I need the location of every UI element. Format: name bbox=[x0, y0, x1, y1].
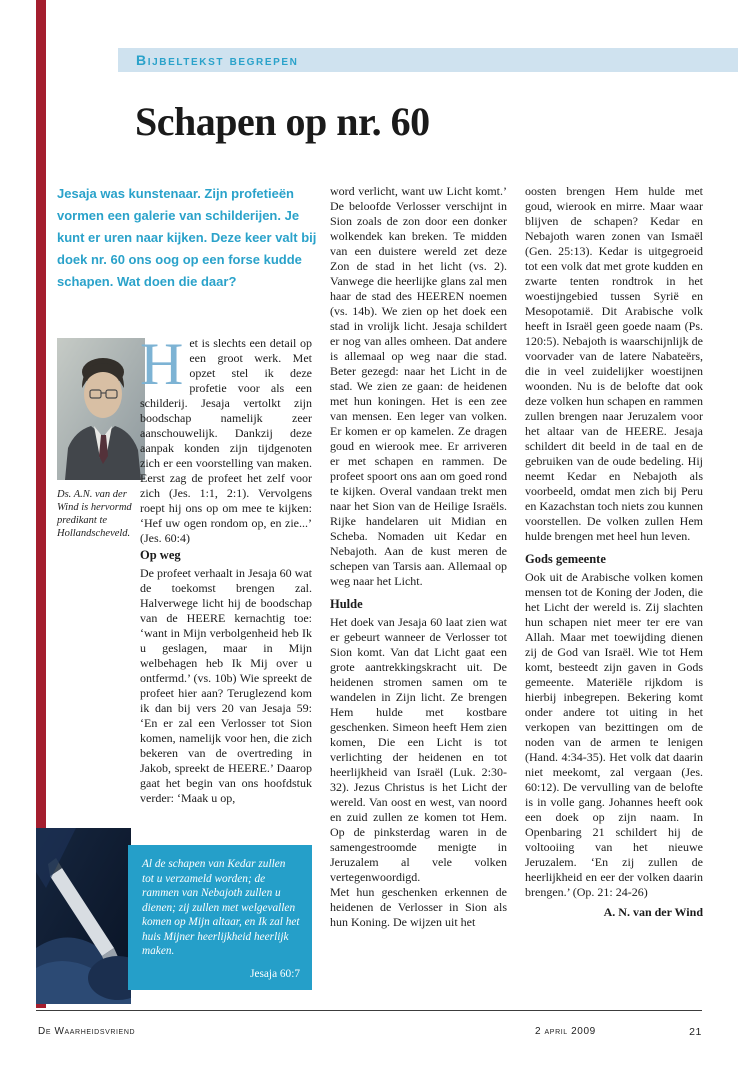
author-signature: A. N. van der Wind bbox=[603, 905, 703, 919]
article-column-3 bbox=[525, 184, 703, 920]
dropcap: H bbox=[140, 331, 184, 397]
pen-photo bbox=[36, 828, 131, 1004]
topic-band-label: Bijbeltekst begrepen bbox=[136, 52, 299, 68]
article-column-1-top bbox=[140, 331, 312, 546]
footer-magazine-name: De Waarheidsvriend bbox=[38, 1026, 136, 1037]
portrait-photo-image bbox=[57, 338, 145, 480]
paragraph: Het doek van Jesaja 60 laat zien wat er gebeurt wanneer de Verlosser tot Sion komt. Van dat Licht gaat een grote aantrekkingskracht uit. De heidenen stromen samen om te wandelen in Zijn licht. Ze brengen Hem hulde met kostbare geschenken. Simeon heeft Hem zien komen, Die een Licht is tot verlichting der heidenen en tot heerlijkheid van Israël (Luk. 2:30-32). Jezus Christus is het Licht der wereld. Van oost en west, van noord en zuid zullen ze komen tot Hem. Op de pinksterdag waren in de samengestroomde menigte in Jeruzalem al vele volken vertegenwoordigd. bbox=[330, 615, 507, 884]
paragraph: Ook uit de Arabische volken komen mensen tot de Koning der Joden, die het Licht der wereld is. Zij slachten hun schapen niet meer ter ere van Allah. Maar met toewijding dienen zij de God van Israël. Wie tot Hem komt, besteedt zijn gaven in Gods gemeente. Materiële rijkdom is hierbij inbegrepen. Bekering komt onder andere tot uiting in het verkopen van bezittingen om de noden van de armen te lenigen (Hand. 4:34-35). Het volk dat daarin niet meekomt, zal vergaan (Jes. 60:12). De vervulling van de belofte is in volle gang. Johannes heeft ook een doek op zijn naam. In Openbaring 21 schildert hij de voltooiing van het nieuwe Jeruzalem. ‘En zij zullen de heerlijkheid en eer der volken daarin brengen.’ (Op. 21: 24-26) bbox=[525, 570, 703, 899]
quote-reference: Jesaja 60:7 bbox=[250, 967, 300, 980]
footer-page-number: 21 bbox=[689, 1026, 702, 1038]
footer bbox=[36, 1026, 702, 1042]
article-column-2 bbox=[330, 184, 507, 930]
paragraph: word verlicht, want uw Licht komt.’ De beloofde Verlosser verschijnt in Sion zoals de zon door een donker wolkendek kan breken. Te midden van een duistere wereld zet deze Zon de stad in het licht (vs. 2). Vanwege die heerlijke glans zal men haar de stad des HEEREN noemen (vs. 14b). We zien op het doek een stad in vrolijk licht. Jesaja schildert er nog van alles omheen. Dat andere is allemaal op weg naar die stad. Beter gezegd: naar het Licht in de stad. We zien ze gaan: de heidenen met hun koningen. Het is een zee van mensen. Een leger van volken. Er komen er op kamelen. Ze dragen goud en wierook mee. Er arriveren er met schapen en rammen. De profeet spoort ons aan om goed rond te kijken. Overal vandaan trekt men naar het Sion van de Heilige Israëls. Rijke handelaren uit Midian en Scheba. Nomaden uit Kedar en Nebajoth. Aan de kust meren de schepen van Tarsis aan. Allemaal op weg naar het Licht. bbox=[330, 184, 507, 588]
section-heading-hulde: Hulde bbox=[330, 597, 363, 611]
section-heading-op-weg: Op weg bbox=[140, 548, 181, 562]
portrait-photo bbox=[57, 338, 145, 480]
footer-rule bbox=[36, 1010, 702, 1011]
opening-paragraph bbox=[140, 331, 312, 546]
quote-box bbox=[128, 845, 312, 990]
article-column-1-bottom bbox=[140, 548, 312, 806]
quote-text: Al de schapen van Kedar zullen tot u verzameld worden; de rammen van Nebajoth zullen u dienen; zij zullen met welgevallen komen op Mijn altaar, en Ik zal het huis Mijner heerlijkheid heerlijk maken. bbox=[142, 858, 300, 957]
paragraph: et is slechts een detail op een groot werk. Met opzet stel ik deze profetie voor als een schilderij. Jesaja vertolkt zijn boodschap namelijk zeer aanschouwelijk. Dankzij deze aanpak konden zijn tijdgenoten zich er een voorstelling van maken. Eerst zag de profeet het zelf voor zich (Jes. 1:1, 2:1). Vervolgens roept hij ons op om mee te kijken: ‘Hef uw ogen rondom op, en zie...’ (Jes. 60:4) bbox=[140, 336, 312, 545]
paragraph: De profeet verhaalt in Jesaja 60 wat de toekomst brengen zal. Halverwege licht hij de boodschap van de HEERE kernachtig toe: ‘want in Mijn verbolgenheid heb Ik u geslagen, maar in Mijn welbehagen heb Ik Mij over u ontfermd.’ (vs. 10b) Wie spreekt de profeet hier aan? Teruglezend kom ik dan bij vers 20 van Jesaja 59: ‘En er zal een Verlosser tot Sion komen, namelijk voor hen, die zich bekeren van de overtreding in Jakob, spreekt de HEERE.’ Daarop gaat het begin van ons hoofdstuk verder: ‘Maak u op, bbox=[140, 566, 312, 805]
pen-photo-image bbox=[36, 828, 131, 1004]
article-title: Schapen op nr. 60 bbox=[135, 99, 430, 144]
section-heading-gods-gemeente: Gods gemeente bbox=[525, 552, 606, 566]
article-intro: Jesaja was kunstenaar. Zijn profetieën vormen een galerie van schilderijen. Je kunt er uren naar kijken. Deze keer valt bij doek nr. 60 ons oog op een forse kudde schapen. Wat doen die daar? bbox=[57, 186, 317, 289]
photo-caption: Ds. A.N. van der Wind is hervormd predikant te Hollandscheveld. bbox=[57, 489, 132, 539]
paragraph: Met hun geschenken erkennen de heidenen de Verlosser in Sion als hun Koning. De wijzen uit het bbox=[330, 885, 507, 929]
footer-date: 2 april 2009 bbox=[535, 1026, 596, 1037]
topic-band bbox=[118, 48, 738, 72]
paragraph: oosten brengen Hem hulde met goud, wierook en mirre. Maar waar blijven de schapen? Kedar en Nebajoth waren zonen van Ismaël (Gen. 25:13). Kedar is uitgegroeid tot een volk dat met grote kudden en zwarte tenten rondtrok in het woestijngebied tussen Syrië en Mesopotamië. Dit Arabische volk heeft in Israël geen goede naam (Ps. 120:5). Nebajoth is waarschijnlijk de voorvader van de latere Nabateërs, die in veel zuidelijker woestijnen woonden. Nu is de belofte dat ook deze volken hun schapen en rammen zullen brengen naar Jeruzalem voor het altaar van de HEERE. Jesaja schildert dit beeld in de taal en de gebruiken van de oude bedeling. Hij neemt Kedar en Nebajoth als voorbeeld, omdat men zich bij Peru en Kazachstan toch niets zou kunnen voorstellen. De volken zullen Hem hulde brengen met heel hun leven. bbox=[525, 184, 703, 543]
